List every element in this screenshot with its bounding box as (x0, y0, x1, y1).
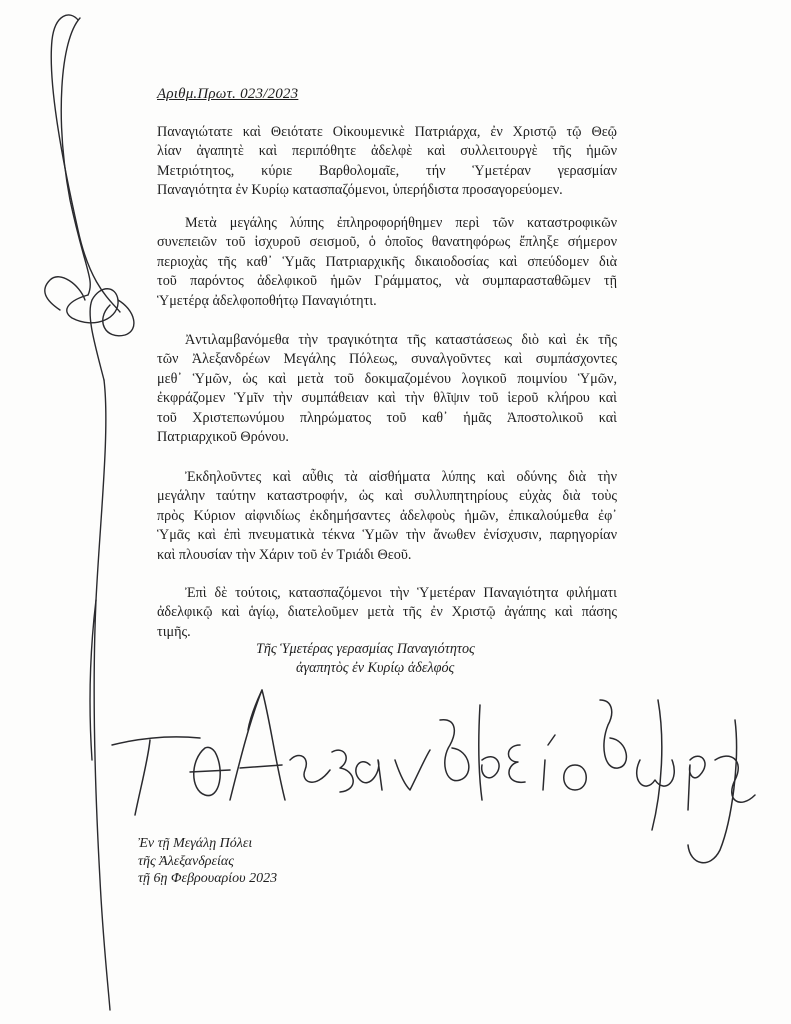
text-line: λίαν ἀγαπητὲ καὶ περιπόθητε ἀδελφὲ καὶ συλλειτουργὲ τῆς ἡμῶν (157, 143, 617, 160)
text-line: συνεπειῶν τοῦ ἰσχυροῦ σεισμοῦ, ὁ ὁποῖος θανατηφόρως ἔπληξε σήμερον (157, 234, 617, 251)
protocol-number: Αριθμ.Πρωτ. 023/2023 (157, 86, 299, 102)
text-line: Ἐπὶ δὲ τούτοις, κατασπαζόμενοι τὴν Ὑμετέραν Παναγιότητα φιλήματι (185, 585, 617, 601)
text-line: περιοχὰς τῆς καθ᾽ Ὑμᾶς Πατριαρχικῆς δικαιοδοσίας καὶ σπεύδομεν διὰ (157, 253, 617, 270)
paragraph-sympathy (157, 331, 617, 447)
closing-formula (256, 640, 475, 679)
text-line: μεγάλην ταύτην καταστροφήν, ὡς καὶ συλλυπητηρίους εὐχὰς διὰ τοὺς (157, 488, 617, 505)
paragraph-condolences (157, 468, 617, 565)
text-line: τοῦ Χριστεπωνύμου πληρώματος τοῦ καθ᾽ ἡμᾶς Ἀποστολικοῦ καὶ (157, 409, 617, 426)
paragraph-farewell (157, 584, 617, 642)
text-line: Ἐκδηλοῦντες καὶ αὖθις τὰ αἰσθήματα λύπης καὶ οδύνης διὰ τὴν (185, 469, 617, 485)
text-line: πρὸς Κύριον αἰφνιδίως ἐκδημήσαντες ἀδελφοὺς ἡμῶν, ἐπικαλούμεθα ἐφ᾽ (157, 507, 617, 524)
text-line: Ἀντιλαμβανόμεθα τὴν τραγικότητα τῆς καταστάσεως διὸ καὶ ἐκ τῆς (185, 332, 617, 348)
text-line: Παναγιότητα ἐν Κυρίῳ κατασπαζόμενοι, ὑπερήδιστα προσαγορεύομεν. (157, 182, 563, 199)
text-line: τιμῆς. (157, 623, 191, 640)
paragraph-earthquake (157, 214, 617, 311)
text-line: Ὑμετέρᾳ ἀδελφοποθήτῳ Παναγιότητι. (157, 292, 377, 309)
paragraph-greeting (157, 123, 617, 201)
text-line: Πατριαρχικοῦ Θρόνου. (157, 429, 289, 446)
place-line-1: Ἐν τῇ Μεγάλῃ Πόλει (138, 836, 253, 851)
text-line: τοῦ παρόντος ἀδελφικοῦ ἡμῶν Γράμματος, νὰ συμπαρασταθῶμεν τῇ (157, 273, 617, 290)
closing-line-1: Τῆς Ὑμετέρας γερασμίας Παναγιότητος (256, 641, 475, 657)
text-line: μεθ᾽ Ὑμῶν, ὡς καὶ μετὰ τοῦ δοκιμαζομένου λογικοῦ ποιμνίου Ὑμῶν, (157, 370, 617, 387)
text-line: Ὑμᾶς καὶ ἐπὶ πνευματικὰ τέκνα Ὑμῶν τὴν ἄνωθεν ἐνίσχυσιν, παρηγορίαν (157, 527, 617, 544)
closing-line-2: ἀγαπητὸς ἐν Κυρίῳ ἀδελφός (296, 660, 455, 677)
place-and-date (138, 835, 277, 888)
text-line: Παναγιώτατε καὶ Θειότατε Οἰκουμενικὲ Πατριάρχα, ἐν Χριστῷ τῷ Θεῷ (157, 124, 617, 140)
text-line: Μετὰ μεγάλης λύπης ἐπληροφορήθημεν περὶ τῶν καταστροφικῶν (185, 215, 617, 231)
text-line: Μετριότητος, κύριε Βαρθολομαῖε, τήν Ὑμετέραν γερασμίαν (157, 162, 617, 179)
text-line: ἀδελφικῷ καὶ ἁγίῳ, διατελοῦμεν μετὰ τῆς ἐν Χριστῷ ἀγάπης καὶ πάσης (157, 604, 617, 621)
place-line-2: τῆς Ἀλεξανδρείας (138, 853, 234, 869)
text-line: ἐκφράζομεν Ὑμῖν τὴν συμπάθειαν καὶ τὴν θλῖψιν τοῦ ἱεροῦ κλήρου καὶ (157, 390, 617, 407)
text-line: τῶν Ἀλεξανδρέων Μεγάλης Πόλεως, συναλγοῦντες καὶ συμπάσχοντες (157, 351, 617, 368)
text-line: καὶ πλουσίαν τὴν Χάριν τοῦ ἐν Τριάδι Θεοῦ. (157, 546, 412, 563)
date-line: τῇ 6ῃ Φεβρουαρίου 2023 (138, 871, 278, 887)
